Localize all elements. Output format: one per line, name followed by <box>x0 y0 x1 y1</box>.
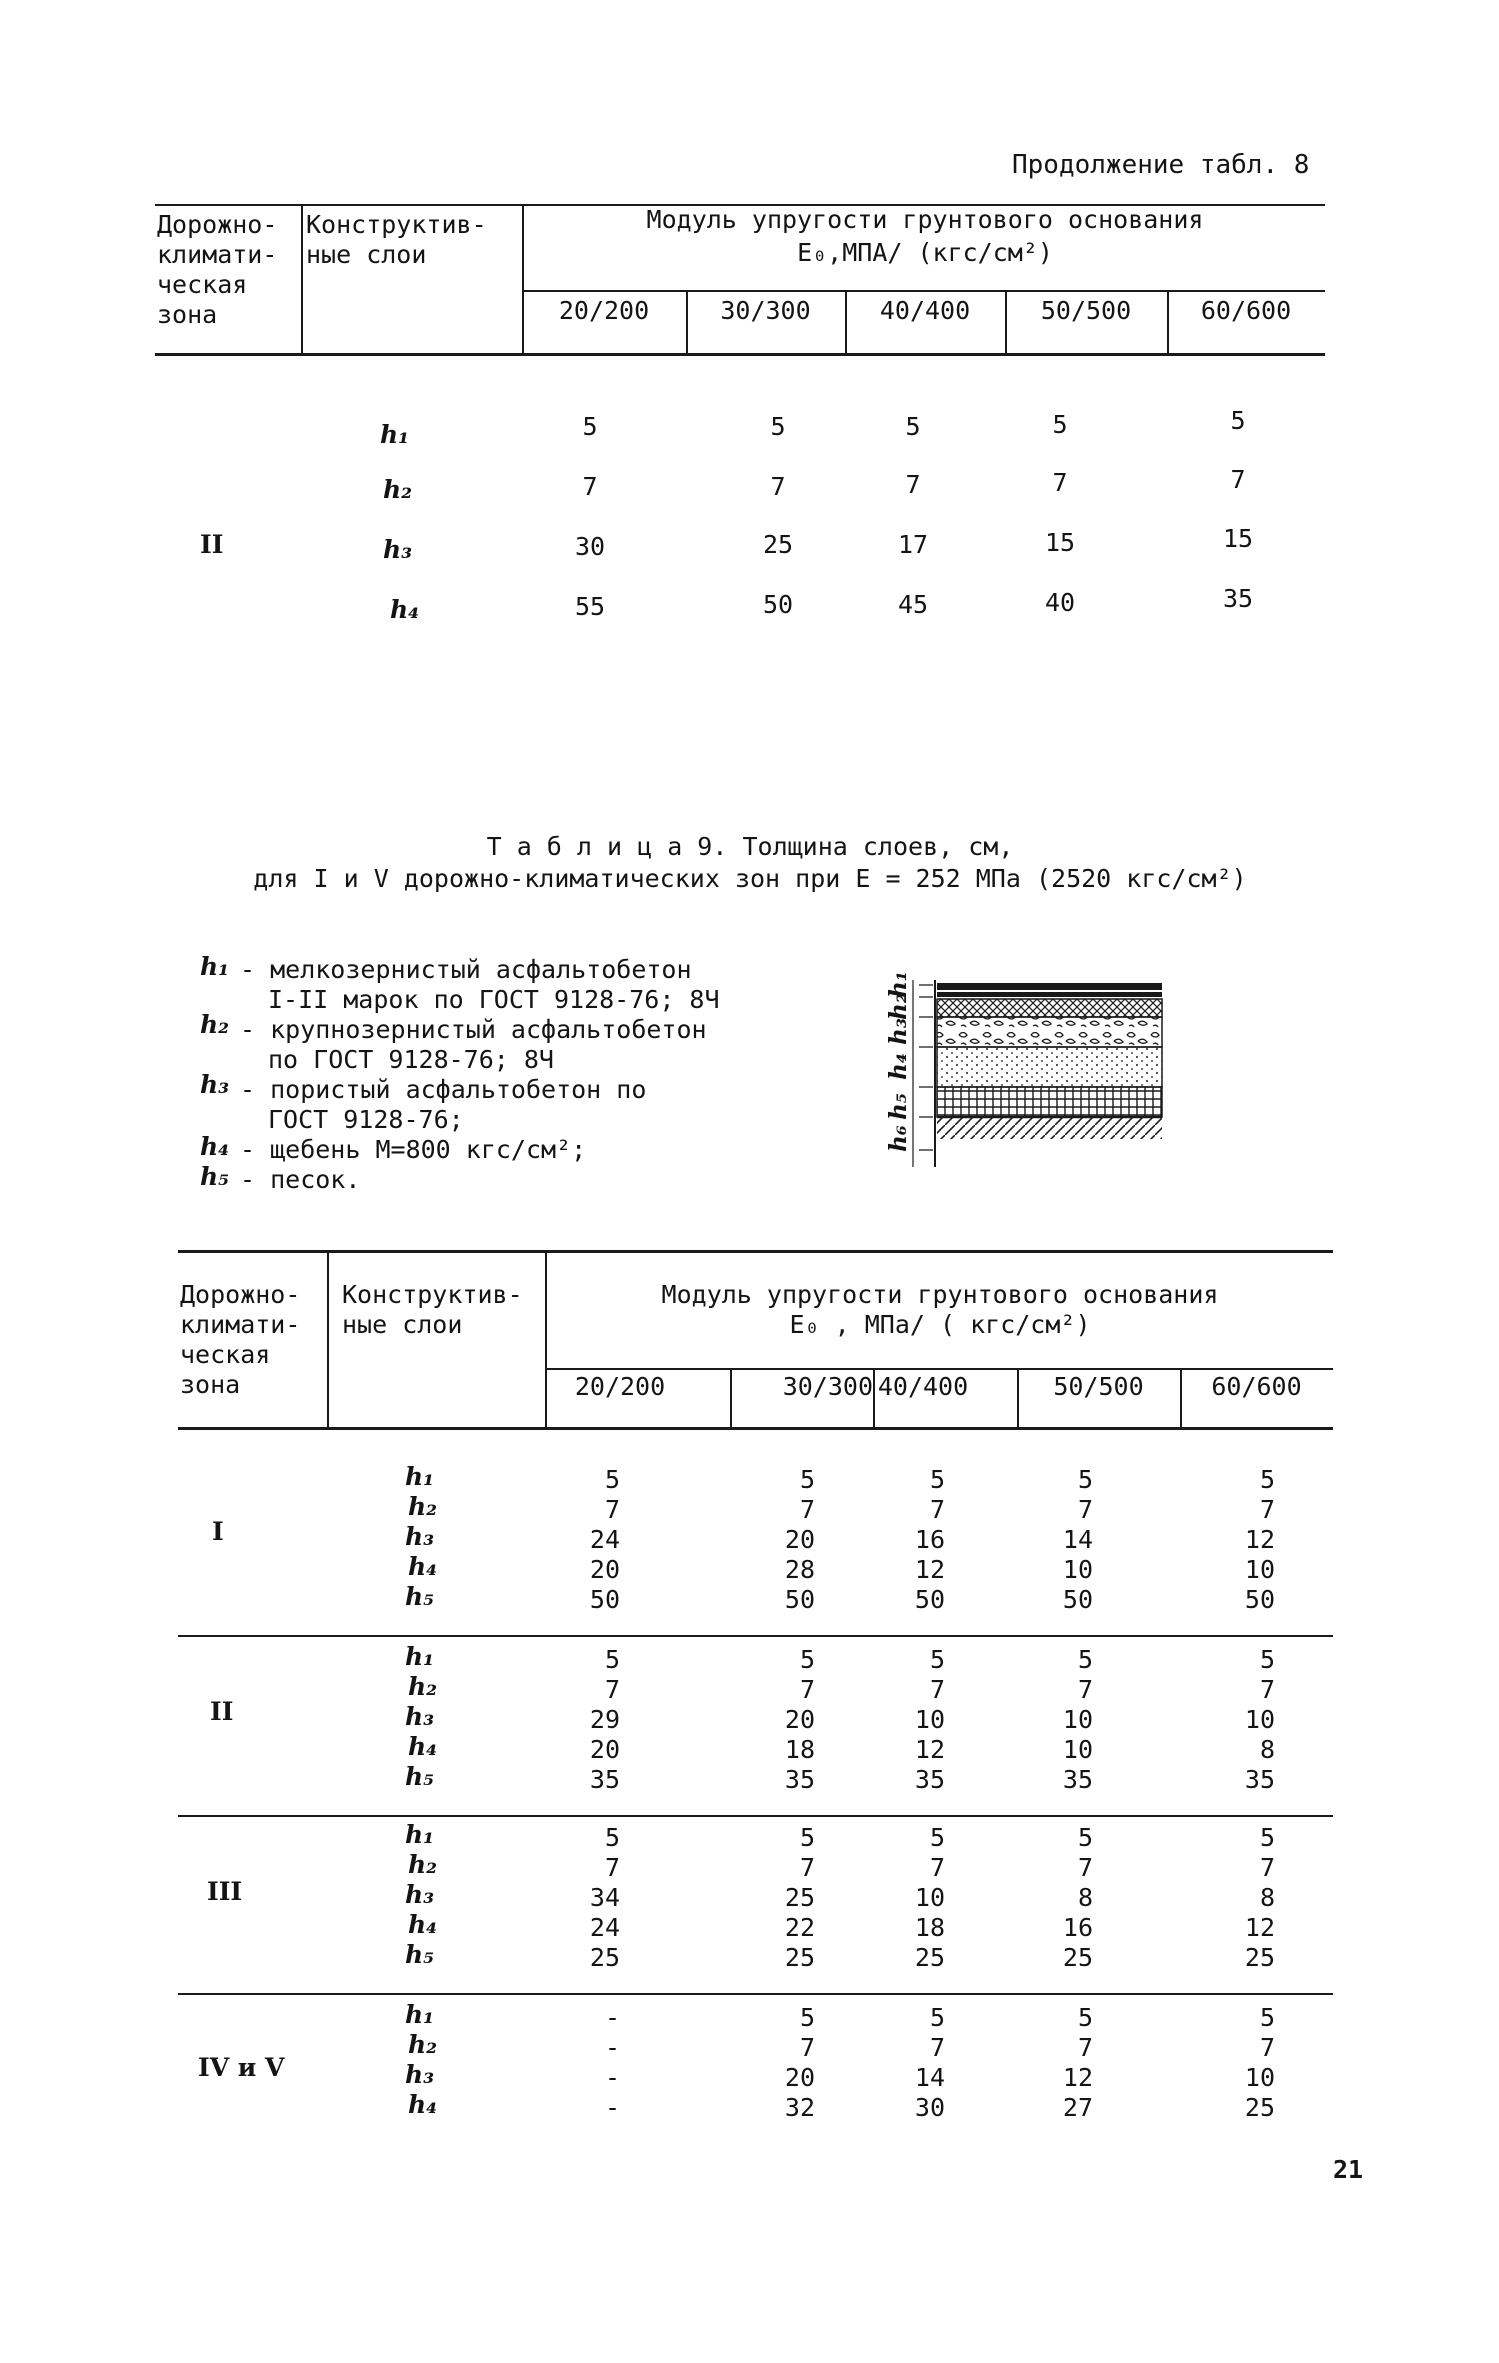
legend-symbol: h₄ <box>200 1132 230 1161</box>
table-cell: 20 <box>589 1555 620 1584</box>
column-header: 30/300 <box>720 296 811 325</box>
zone-header-line: климати- <box>180 1310 301 1339</box>
table-cell: 25 <box>914 1943 945 1972</box>
zone-header-line: Дорожно- <box>180 1280 301 1309</box>
table-cell: 7 <box>604 1675 620 1704</box>
table-cell: 50 <box>914 1585 945 1614</box>
table-cell: 5 <box>799 2003 815 2032</box>
table-cell: 10 <box>914 1705 945 1734</box>
table-cell: 15 <box>1222 524 1254 553</box>
table9-top-rule <box>178 1250 1333 1253</box>
table-cell: 29 <box>589 1705 620 1734</box>
layer-symbol: h₁ <box>405 1642 435 1671</box>
modulus-units: E₀,МПА/ (кгс/см²) <box>797 238 1053 267</box>
zone-label: IV и V <box>198 2053 285 2082</box>
table-cell: 7 <box>1077 1853 1093 1882</box>
layer-symbol: h₄ <box>408 1732 438 1761</box>
table-cell: 34 <box>589 1883 620 1912</box>
table-cell: 27 <box>1062 2093 1093 2122</box>
table-cell: 10 <box>914 1883 945 1912</box>
table-cell: 14 <box>1062 1525 1093 1554</box>
table-cell: 50 <box>1244 1585 1275 1614</box>
table-cell: 5 <box>1077 1823 1093 1852</box>
table-cell: 5 <box>770 412 786 441</box>
table-cell: 5 <box>799 1465 815 1494</box>
table-cell: 24 <box>589 1525 620 1554</box>
table-cell: 5 <box>799 1823 815 1852</box>
table-cell: 40 <box>1044 588 1076 617</box>
table-cell: 50 <box>589 1585 620 1614</box>
legend-text: - песок. <box>240 1165 361 1194</box>
table-cell: 5 <box>929 1823 945 1852</box>
legend-text: - щебень М=800 кгс/см²; <box>240 1135 587 1164</box>
layer-symbol: h₃ <box>405 1522 435 1551</box>
column-header: 40/400 <box>877 1372 969 1401</box>
table-cell: 5 <box>929 1645 945 1674</box>
modulus-header: Модуль упругости грунтового основания <box>661 1280 1219 1309</box>
table-cell: 5 <box>1259 1465 1275 1494</box>
table-cell: - <box>604 2063 620 2092</box>
table-cell: 7 <box>770 472 786 501</box>
diagram-label: h₅ <box>884 1093 912 1120</box>
table-cell: 30 <box>574 532 606 561</box>
zone-header-line: Дорожно- <box>157 210 278 239</box>
table-cell: 5 <box>604 1823 620 1852</box>
zone-header-line: зона <box>157 300 218 329</box>
table-cell: 7 <box>1259 1495 1275 1524</box>
table-cell: 55 <box>574 592 606 621</box>
table-cell: 25 <box>1244 2093 1275 2122</box>
column-header: 40/400 <box>879 296 971 325</box>
table9-sub-rule <box>545 1368 1333 1370</box>
page-number: 21 <box>1333 2155 1364 2184</box>
table-cell: 12 <box>914 1735 945 1764</box>
diagram-label: h₁ <box>884 971 912 998</box>
table-cell: 5 <box>905 412 921 441</box>
table-cell: 5 <box>1230 406 1246 435</box>
table-cell: 7 <box>1052 468 1068 497</box>
table-cell: - <box>604 2003 620 2032</box>
table-cell: 50 <box>762 590 794 619</box>
table-cell: 10 <box>1062 1705 1093 1734</box>
modulus-header: Модуль упругости грунтового основания <box>646 205 1204 234</box>
table-cell: 5 <box>604 1645 620 1674</box>
table-cell: 20 <box>784 1705 815 1734</box>
table-cell: 7 <box>1077 1675 1093 1704</box>
layer-symbol: h₁ <box>380 420 410 449</box>
legend-symbol: h₂ <box>200 1010 230 1039</box>
table-cell: 7 <box>604 1853 620 1882</box>
diagram-label: h₃ <box>884 1018 912 1045</box>
table-cell: 5 <box>1052 410 1068 439</box>
diagram-label: h₆ <box>884 1125 912 1152</box>
layer-symbol: h₂ <box>383 475 413 504</box>
layer-symbol: h₅ <box>405 1762 435 1791</box>
column-header: 20/200 <box>558 296 650 325</box>
table-cell: 7 <box>799 1495 815 1524</box>
table-cell: 7 <box>1259 1675 1275 1704</box>
table-cell: 50 <box>1062 1585 1093 1614</box>
table-cell: 8 <box>1259 1735 1275 1764</box>
table-cell: 7 <box>1259 2033 1275 2062</box>
table9-subtitle: для I и V дорожно-климатических зон при E = 252 МПа (2520 кгс/см²) <box>253 864 1247 893</box>
table-cell: 8 <box>1077 1883 1093 1912</box>
column-header: 20/200 <box>574 1372 666 1401</box>
table8-divider <box>301 204 303 354</box>
table9-divider <box>545 1250 547 1428</box>
column-header: 30/300 <box>782 1372 873 1401</box>
zone-label: III <box>207 1877 243 1906</box>
table-cell: 25 <box>784 1943 815 1972</box>
table-cell: 30 <box>914 2093 945 2122</box>
group-separator <box>178 1635 1333 1637</box>
modulus-units: E₀ , МПа/ ( кгс/см²) <box>789 1310 1091 1339</box>
table-cell: 5 <box>582 412 598 441</box>
table-cell: 35 <box>914 1765 945 1794</box>
zone-label: II <box>210 1697 234 1726</box>
table-cell: 50 <box>784 1585 815 1614</box>
table-cell: 25 <box>589 1943 620 1972</box>
layers-header-line: ные слои <box>342 1310 463 1339</box>
pavement-section-svg <box>885 975 1175 1170</box>
layer-symbol: h₅ <box>405 1940 435 1969</box>
column-header: 50/500 <box>1040 296 1132 325</box>
table8-divider <box>522 204 524 354</box>
table-cell: 10 <box>1244 2063 1275 2092</box>
zone-header-line: климати- <box>157 240 278 269</box>
table-cell: 16 <box>1062 1913 1093 1942</box>
legend-text: - мелкозернистый асфальтобетон <box>240 955 692 984</box>
table-cell: 35 <box>1244 1765 1275 1794</box>
table-cell: 5 <box>1077 1465 1093 1494</box>
table-cell: 10 <box>1244 1705 1275 1734</box>
zone-header-line: зона <box>180 1370 241 1399</box>
legend-text: по ГОСТ 9128-76; 8Ч <box>268 1045 554 1074</box>
layer-symbol: h₄ <box>408 1552 438 1581</box>
table-cell: 35 <box>784 1765 815 1794</box>
table-cell: 7 <box>929 1495 945 1524</box>
table-cell: 5 <box>799 1645 815 1674</box>
table9-divider <box>327 1250 329 1428</box>
group-separator <box>178 1815 1333 1817</box>
table-cell: 5 <box>604 1465 620 1494</box>
table-cell: 8 <box>1259 1883 1275 1912</box>
layer-symbol: h₄ <box>408 1910 438 1939</box>
layer-symbol: h₁ <box>405 2000 435 2029</box>
zone-label: II <box>200 530 224 559</box>
table8-header-bottom-rule <box>155 353 1325 356</box>
zone-label: I <box>212 1517 224 1546</box>
legend-symbol: h₅ <box>200 1162 230 1191</box>
layer-symbol: h₁ <box>405 1820 435 1849</box>
table-cell: 7 <box>1077 2033 1093 2062</box>
layer-symbol: h₄ <box>390 595 420 624</box>
layer-symbol: h₂ <box>408 1492 438 1521</box>
table-cell: 20 <box>784 1525 815 1554</box>
layer-symbol: h₃ <box>405 1880 435 1909</box>
layers-header-line: Конструктив- <box>342 1280 523 1309</box>
table-cell: 20 <box>784 2063 815 2092</box>
table-cell: 5 <box>1259 2003 1275 2032</box>
table-cell: 5 <box>929 2003 945 2032</box>
layer-symbol: h₂ <box>408 2030 438 2059</box>
layer-symbol: h₃ <box>383 535 413 564</box>
table-cell: 25 <box>1062 1943 1093 1972</box>
table-cell: 15 <box>1044 528 1076 557</box>
table-cell: 17 <box>897 530 929 559</box>
table-cell: 5 <box>1077 1645 1093 1674</box>
table-cell: 20 <box>589 1735 620 1764</box>
table-cell: 7 <box>799 2033 815 2062</box>
table-cell: - <box>604 2093 620 2122</box>
table-cell: 45 <box>897 590 929 619</box>
layer-symbol: h₂ <box>408 1850 438 1879</box>
diagram-label: h₂ <box>884 993 912 1020</box>
table-cell: 5 <box>1259 1645 1275 1674</box>
table-cell: 7 <box>1259 1853 1275 1882</box>
table-cell: 35 <box>1062 1765 1093 1794</box>
diagram-label: h₄ <box>884 1053 912 1080</box>
layer-symbol: h₂ <box>408 1672 438 1701</box>
layer-symbol: h₄ <box>408 2090 438 2119</box>
table-cell: 12 <box>1062 2063 1093 2092</box>
pavement-section-diagram <box>884 971 1175 1170</box>
table8-caption: Продолжение табл. 8 <box>1012 150 1310 180</box>
column-header: 60/600 <box>1200 296 1292 325</box>
table-cell: 18 <box>914 1913 945 1942</box>
table-cell: 28 <box>784 1555 815 1584</box>
group-separator <box>178 1993 1333 1995</box>
layer-symbol: h₁ <box>405 1462 435 1491</box>
table-cell: 10 <box>1062 1735 1093 1764</box>
table9-header-bottom-rule <box>178 1427 1333 1430</box>
legend-symbol: h₁ <box>200 952 230 981</box>
table-cell: 12 <box>1244 1525 1275 1554</box>
table-cell: 7 <box>929 2033 945 2062</box>
table-cell: 25 <box>762 530 794 559</box>
table-cell: 14 <box>914 2063 945 2092</box>
table9-title: Т а б л и ц а 9. Толщина слоев, см, <box>486 832 1014 861</box>
table-cell: 35 <box>1222 584 1254 613</box>
layer-symbol: h₅ <box>405 1582 435 1611</box>
table-cell: 25 <box>784 1883 815 1912</box>
layer-symbol: h₃ <box>405 2060 435 2089</box>
layers-header-line: ные слои <box>306 240 427 269</box>
layers-header-line: Конструктив- <box>306 210 487 239</box>
table-cell: - <box>604 2033 620 2062</box>
table-cell: 24 <box>589 1913 620 1942</box>
column-header: 50/500 <box>1053 1372 1144 1401</box>
zone-header-line: ческая <box>157 270 248 299</box>
table-cell: 12 <box>1244 1913 1275 1942</box>
table-cell: 32 <box>784 2093 815 2122</box>
table-cell: 7 <box>799 1675 815 1704</box>
table-cell: 35 <box>589 1765 620 1794</box>
table-cell: 10 <box>1244 1555 1275 1584</box>
table-cell: 5 <box>1077 2003 1093 2032</box>
table-cell: 5 <box>1259 1823 1275 1852</box>
legend-text: I-II марок по ГОСТ 9128-76; 8Ч <box>268 985 720 1014</box>
table-cell: 25 <box>1244 1943 1275 1972</box>
legend-text: - крупнозернистый асфальтобетон <box>240 1015 707 1044</box>
table-cell: 7 <box>1230 465 1246 494</box>
table-cell: 22 <box>784 1913 815 1942</box>
table-cell: 12 <box>914 1555 945 1584</box>
table-cell: 10 <box>1062 1555 1093 1584</box>
table-cell: 7 <box>929 1675 945 1704</box>
table-cell: 7 <box>799 1853 815 1882</box>
zone-header-line: ческая <box>180 1340 271 1369</box>
table-cell: 18 <box>784 1735 815 1764</box>
table8-sub-rule <box>522 290 1325 292</box>
legend-text: ГОСТ 9128-76; <box>268 1105 464 1134</box>
table-cell: 7 <box>582 472 598 501</box>
table-cell: 7 <box>604 1495 620 1524</box>
legend-symbol: h₃ <box>200 1070 230 1099</box>
column-header: 60/600 <box>1211 1372 1302 1401</box>
table-cell: 16 <box>914 1525 945 1554</box>
table-cell: 5 <box>929 1465 945 1494</box>
layer-symbol: h₃ <box>405 1702 435 1731</box>
legend-text: - пористый асфальтобетон по <box>240 1075 647 1104</box>
table-cell: 7 <box>1077 1495 1093 1524</box>
table-cell: 7 <box>905 470 921 499</box>
table-cell: 7 <box>929 1853 945 1882</box>
